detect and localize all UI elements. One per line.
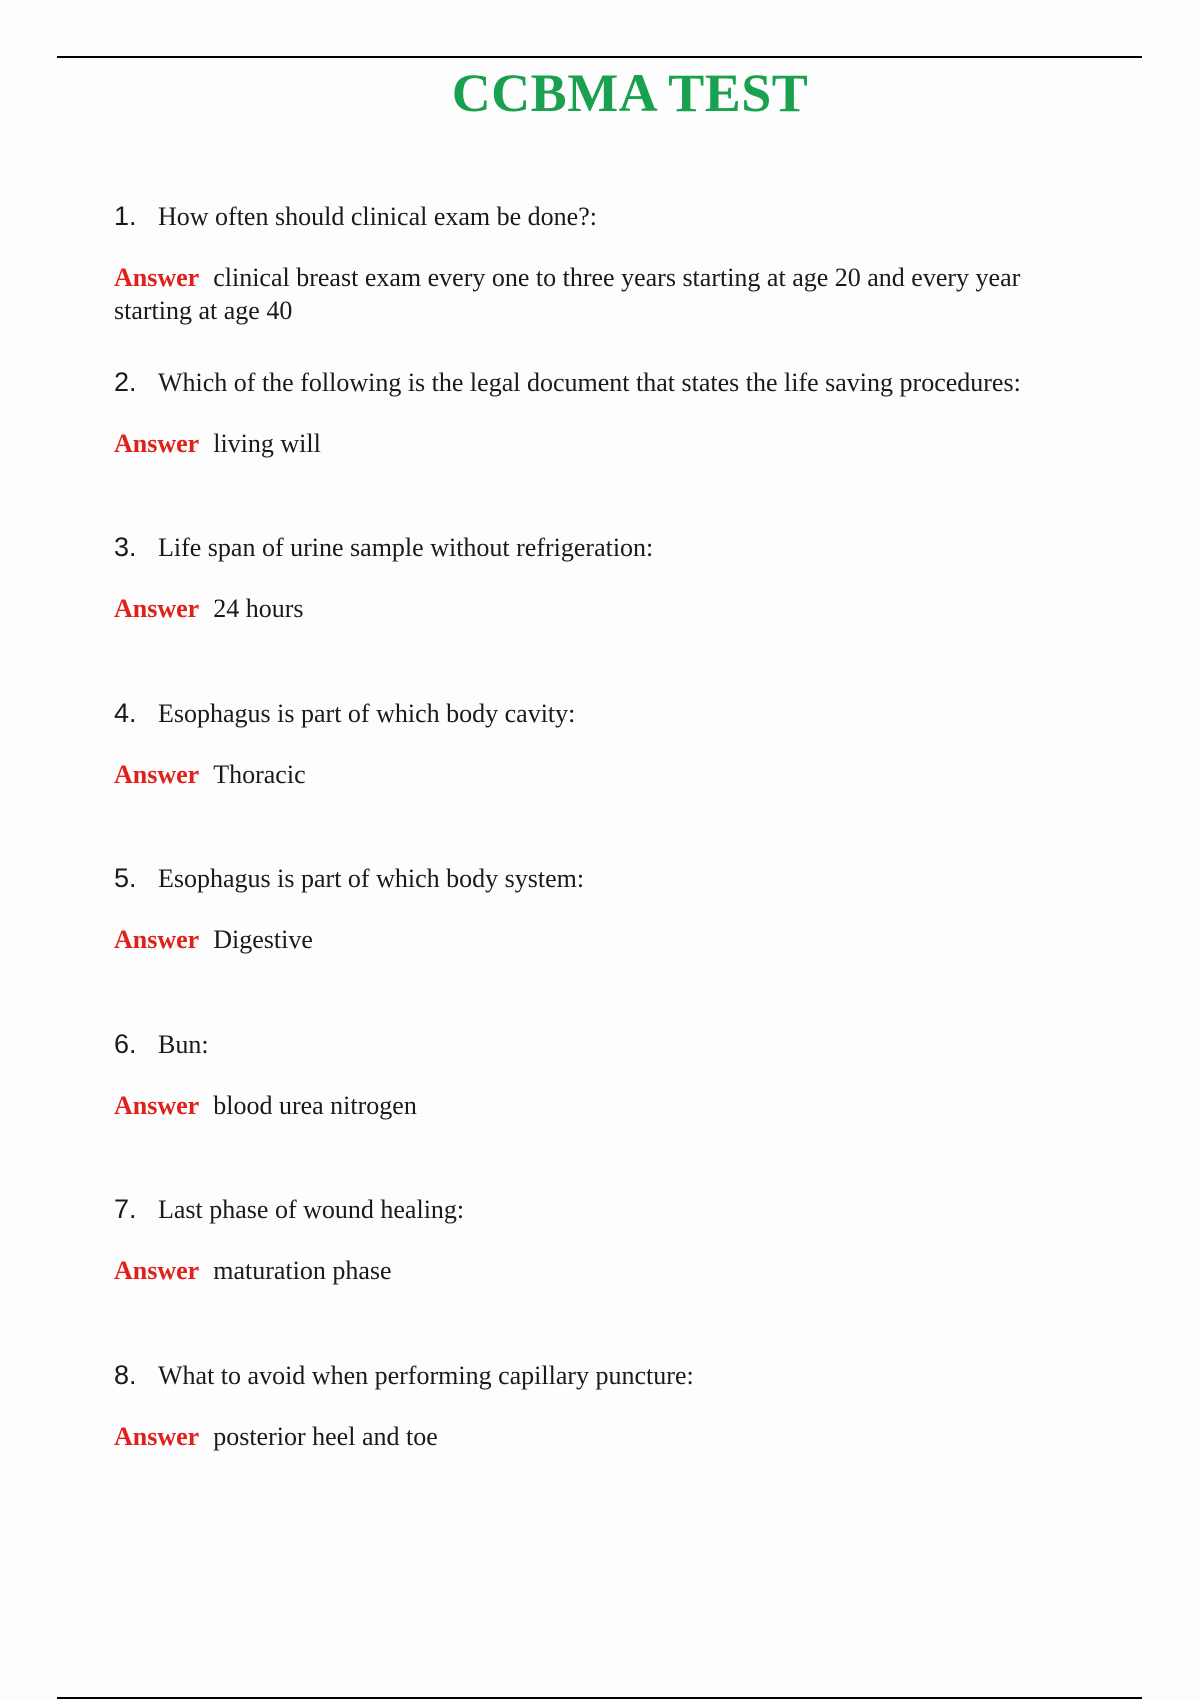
answer-text: Thoracic: [213, 759, 306, 789]
question: [114, 697, 1094, 730]
answer-label: Answer: [114, 594, 200, 623]
answer: [114, 261, 1094, 327]
question-text: Esophagus is part of which body system:: [158, 864, 585, 893]
qa-item: [114, 862, 1094, 1028]
answer: [114, 758, 1094, 791]
answer-text: 24 hours: [213, 594, 304, 623]
answer: [114, 923, 1094, 956]
answer-text: living will: [213, 428, 321, 458]
question-text: How often should clinical exam be done?:: [158, 202, 597, 231]
question-number: 6.: [114, 1028, 137, 1059]
answer-text: maturation phase: [213, 1256, 392, 1285]
answer-label: Answer: [114, 263, 200, 292]
answer-label: Answer: [114, 925, 200, 954]
question-text: What to avoid when performing capillary puncture:: [158, 1360, 694, 1390]
answer-label: Answer: [114, 1090, 200, 1120]
question-text: Last phase of wound healing:: [158, 1195, 465, 1224]
answer-text: Digestive: [213, 925, 313, 954]
question-list: [114, 200, 1094, 1524]
answer: [114, 1420, 1094, 1453]
question-text: Life span of urine sample without refrigeration:: [158, 533, 654, 562]
question-number: 7.: [114, 1194, 137, 1224]
question-number: 2.: [114, 366, 137, 397]
question-text: Bun:: [158, 1029, 209, 1059]
top-rule: [57, 56, 1142, 58]
question: [114, 531, 1094, 564]
question-text: Which of the following is the legal document that states the life saving procedures:: [158, 367, 1021, 397]
answer-label: Answer: [114, 428, 200, 458]
qa-item: [114, 1028, 1094, 1194]
bottom-rule: [57, 1697, 1142, 1699]
question: [114, 200, 1094, 233]
question-number: 5.: [114, 863, 137, 893]
answer: [114, 427, 1094, 460]
answer: [114, 1254, 1094, 1287]
answer-text: posterior heel and toe: [213, 1421, 438, 1451]
answer-text: blood urea nitrogen: [213, 1090, 417, 1120]
page-title: CCBMA TEST: [451, 63, 809, 123]
question-number: 8.: [114, 1359, 137, 1390]
qa-item: [114, 1193, 1094, 1359]
question-text: Esophagus is part of which body cavity:: [158, 698, 576, 728]
question: [114, 1193, 1094, 1226]
question-number: 3.: [114, 532, 137, 562]
question: [114, 1028, 1094, 1061]
answer-label: Answer: [114, 1421, 200, 1451]
question: [114, 366, 1094, 399]
answer-label: Answer: [114, 1256, 200, 1285]
qa-item: [114, 531, 1094, 697]
answer: [114, 592, 1094, 625]
answer-text: clinical breast exam every one to three years starting at age 20 and every year starting at age 40: [114, 263, 1021, 325]
answer-label: Answer: [114, 759, 200, 789]
qa-item: [114, 1359, 1094, 1525]
question-number: 1.: [114, 201, 137, 231]
answer: [114, 1089, 1094, 1122]
qa-item: [114, 200, 1094, 366]
question-number: 4.: [114, 697, 137, 728]
qa-item: [114, 366, 1094, 532]
qa-item: [114, 697, 1094, 863]
question: [114, 862, 1094, 895]
question: [114, 1359, 1094, 1392]
